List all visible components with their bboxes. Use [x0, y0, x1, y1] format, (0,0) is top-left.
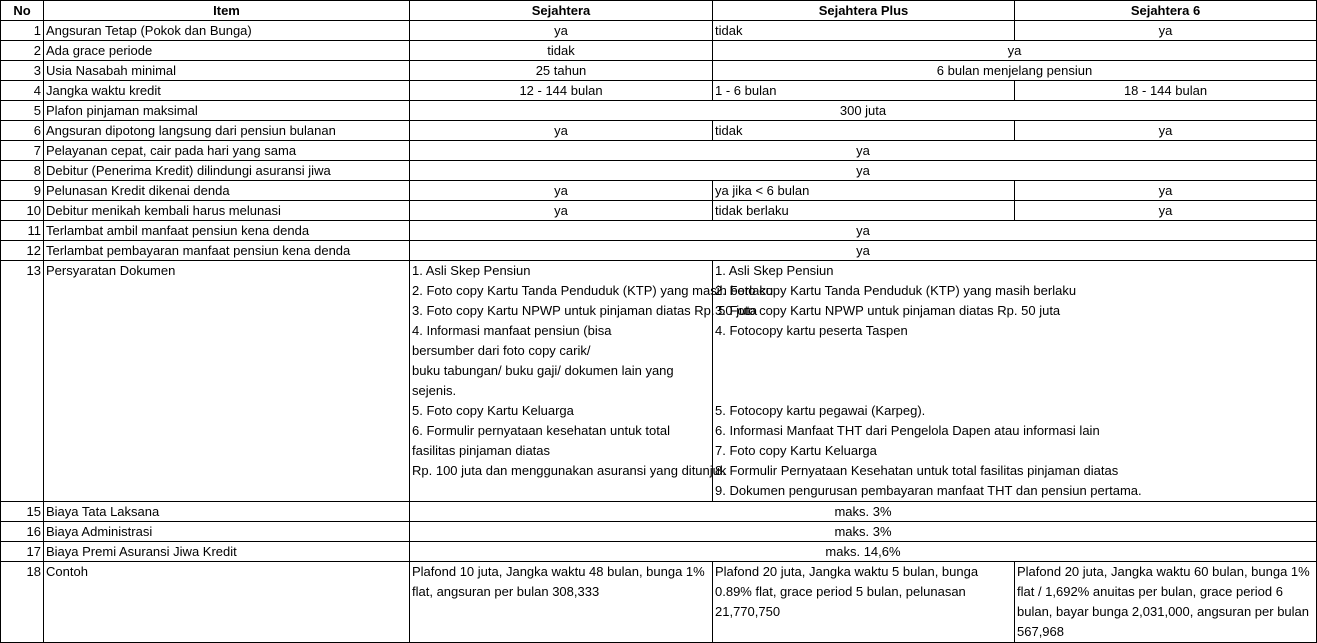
- row-number: 15: [1, 502, 44, 522]
- table-row: [1, 241, 1317, 261]
- row-item: Pelunasan Kredit dikenai denda: [44, 181, 410, 201]
- row-number: 1: [1, 21, 44, 41]
- row-number: 9: [1, 181, 44, 201]
- document-line: [715, 381, 1314, 401]
- document-line: 6. Informasi Manfaat THT dari Pengelola Dapen atau informasi lain: [715, 423, 1100, 438]
- row-item: Ada grace periode: [44, 41, 410, 61]
- document-line: bersumber dari foto copy carik/: [412, 343, 591, 358]
- row-number: 13: [1, 261, 44, 502]
- row-item: Contoh: [44, 562, 410, 643]
- row-number: 11: [1, 221, 44, 241]
- row-number: 3: [1, 61, 44, 81]
- row-number: 2: [1, 41, 44, 61]
- document-line: Rp. 100 juta dan menggunakan asuransi yang ditunjuk: [412, 463, 727, 478]
- cell-all-products: ya: [410, 141, 1317, 161]
- cell-sejahtera: tidak: [410, 41, 713, 61]
- row-item: Debitur menikah kembali harus melunasi: [44, 201, 410, 221]
- example-sejahtera-plus: Plafond 20 juta, Jangka waktu 5 bulan, bunga 0.89% flat, grace period 5 bulan, pelunasan 21,770,750: [713, 562, 1015, 643]
- document-line: 4. Informasi manfaat pensiun (bisa: [412, 323, 612, 338]
- table-row: [1, 81, 1317, 101]
- cell-sejahtera: ya: [410, 201, 713, 221]
- cell-all-products: maks. 3%: [410, 522, 1317, 542]
- table-row: [1, 21, 1317, 41]
- table-row: [1, 181, 1317, 201]
- cell-sejahtera-6: ya: [1015, 181, 1317, 201]
- row-number: 17: [1, 542, 44, 562]
- table-row: [1, 61, 1317, 81]
- table-row: [1, 41, 1317, 61]
- table-row-documents: [1, 261, 1317, 502]
- row-number: 12: [1, 241, 44, 261]
- document-line: 8. Formulir Pernyataan Kesehatan untuk total fasilitas pinjaman diatas: [715, 463, 1119, 478]
- cell-sejahtera: ya: [410, 181, 713, 201]
- document-line: 1. Asli Skep Pensiun: [412, 263, 531, 278]
- row-item: Pelayanan cepat, cair pada hari yang sama: [44, 141, 410, 161]
- row-number: 8: [1, 161, 44, 181]
- row-item: Angsuran dipotong langsung dari pensiun bulanan: [44, 121, 410, 141]
- row-item: Terlambat ambil manfaat pensiun kena denda: [44, 221, 410, 241]
- document-line: 7. Foto copy Kartu Keluarga: [715, 443, 877, 458]
- row-number: 18: [1, 562, 44, 643]
- row-number: 6: [1, 121, 44, 141]
- document-line: fasilitas pinjaman diatas: [412, 443, 551, 458]
- cell-all-products: ya: [410, 221, 1317, 241]
- document-line: 4. Fotocopy kartu peserta Taspen: [715, 323, 908, 338]
- document-line: buku tabungan/ buku gaji/ dokumen lain yang: [412, 363, 674, 378]
- document-line: 5. Foto copy Kartu Keluarga: [412, 403, 574, 418]
- cell-plus-and-6: ya: [713, 41, 1317, 61]
- table-row: [1, 101, 1317, 121]
- cell-sejahtera-6: 18 - 144 bulan: [1015, 81, 1317, 101]
- header-row: [1, 1, 1317, 21]
- row-number: 10: [1, 201, 44, 221]
- document-line: [715, 341, 1314, 361]
- row-item: Plafon pinjaman maksimal: [44, 101, 410, 121]
- cell-sejahtera: 25 tahun: [410, 61, 713, 81]
- cell-sejahtera-plus: tidak: [713, 121, 1015, 141]
- table-row-example: [1, 562, 1317, 643]
- row-item: Terlambat pembayaran manfaat pensiun kena denda: [44, 241, 410, 261]
- header-sejahtera-plus: Sejahtera Plus: [713, 1, 1015, 21]
- document-line: 3. Foto copy Kartu NPWP untuk pinjaman diatas Rp. 50 juta: [715, 303, 1061, 318]
- cell-sejahtera-6: ya: [1015, 201, 1317, 221]
- document-line: 2. Foto copy Kartu Tanda Penduduk (KTP) yang masih berlaku: [412, 283, 774, 298]
- document-line: 5. Fotocopy kartu pegawai (Karpeg).: [715, 403, 926, 418]
- table-row: [1, 161, 1317, 181]
- row-item: Debitur (Penerima Kredit) dilindungi asuransi jiwa: [44, 161, 410, 181]
- row-item: Biaya Administrasi: [44, 522, 410, 542]
- cell-sejahtera-6: ya: [1015, 121, 1317, 141]
- cell-sejahtera-plus: tidak berlaku: [713, 201, 1015, 221]
- table-row: [1, 121, 1317, 141]
- table-row: [1, 542, 1317, 562]
- cell-all-products: maks. 14,6%: [410, 542, 1317, 562]
- cell-sejahtera: ya: [410, 21, 713, 41]
- cell-all-products: maks. 3%: [410, 502, 1317, 522]
- row-item: Angsuran Tetap (Pokok dan Bunga): [44, 21, 410, 41]
- cell-all-products: 300 juta: [410, 101, 1317, 121]
- cell-all-products: ya: [410, 161, 1317, 181]
- document-line: sejenis.: [412, 383, 457, 398]
- cell-sejahtera-plus: tidak: [713, 21, 1015, 41]
- cell-sejahtera-plus: ya jika < 6 bulan: [713, 181, 1015, 201]
- table-row: [1, 141, 1317, 161]
- header-no: No: [1, 1, 44, 21]
- table-row: [1, 221, 1317, 241]
- row-number: 4: [1, 81, 44, 101]
- document-line: 9. Dokumen pengurusan pembayaran manfaat THT dan pensiun pertama.: [715, 483, 1142, 498]
- row-item: Persyaratan Dokumen: [44, 261, 410, 502]
- row-number: 16: [1, 522, 44, 542]
- header-sejahtera: Sejahtera: [410, 1, 713, 21]
- document-line: 2. Foto copy Kartu Tanda Penduduk (KTP) yang masih berlaku: [715, 283, 1077, 298]
- table-row: [1, 502, 1317, 522]
- table-row: [1, 522, 1317, 542]
- cell-sejahtera: ya: [410, 121, 713, 141]
- header-sejahtera-6: Sejahtera 6: [1015, 1, 1317, 21]
- document-line: [715, 361, 1314, 381]
- table-row: [1, 201, 1317, 221]
- cell-sejahtera-6: ya: [1015, 21, 1317, 41]
- row-item: Biaya Tata Laksana: [44, 502, 410, 522]
- row-item: Biaya Premi Asuransi Jiwa Kredit: [44, 542, 410, 562]
- document-line: 3. Foto copy Kartu NPWP untuk pinjaman diatas Rp. 50 juta: [412, 303, 758, 318]
- header-item: Item: [44, 1, 410, 21]
- cell-sejahtera: 12 - 144 bulan: [410, 81, 713, 101]
- row-number: 5: [1, 101, 44, 121]
- document-line: 6. Formulir pernyataan kesehatan untuk total: [412, 423, 670, 438]
- row-number: 7: [1, 141, 44, 161]
- cell-sejahtera-documents: [410, 261, 774, 502]
- cell-plus-and-6: 6 bulan menjelang pensiun: [713, 61, 1317, 81]
- cell-plus-and-6-documents: [713, 261, 1317, 502]
- row-item: Usia Nasabah minimal: [44, 61, 410, 81]
- document-line: 1. Asli Skep Pensiun: [715, 263, 834, 278]
- row-item: Jangka waktu kredit: [44, 81, 410, 101]
- example-sejahtera-6: Plafond 20 juta, Jangka waktu 60 bulan, bunga 1% flat / 1,692% anuitas per bulan, grace period 6 bulan, bayar bunga 2,031,000, angsuran per bulan 567,968: [1015, 562, 1317, 643]
- cell-all-products: ya: [410, 241, 1317, 261]
- cell-sejahtera-plus: 1 - 6 bulan: [713, 81, 1015, 101]
- example-sejahtera: Plafond 10 juta, Jangka waktu 48 bulan, bunga 1% flat, angsuran per bulan 308,333: [410, 562, 713, 643]
